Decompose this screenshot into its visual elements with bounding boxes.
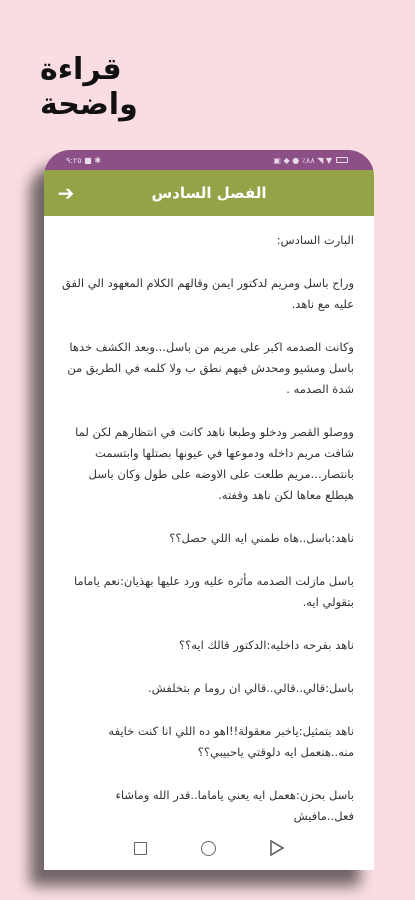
chapter-content[interactable] bbox=[44, 216, 374, 828]
paragraph: باسل:قالي..قالي..قالي ان روما م بتخلفش. bbox=[147, 681, 354, 695]
battery-icon bbox=[336, 157, 348, 163]
paragraph: البارت السادس: bbox=[276, 233, 354, 247]
status-bar bbox=[44, 150, 374, 170]
app-bar bbox=[44, 170, 374, 216]
system-nav-bar bbox=[44, 826, 374, 870]
paragraph: وكانت الصدمه اكبر على مريم من باسل...وبعد الكشف خدها باسل ومشيو ومحدش فيهم نطق ب ولا كلمه في الطريق من شدة الصدمه . bbox=[67, 340, 354, 396]
status-icons: ▣ ◆ ● ٪٨٨ ◥ ▼ bbox=[273, 155, 332, 165]
paragraph: ناهد بتمثيل:ياخبر معقولة!!اهو ده اللي انا كنت خايفه منه..هنعمل ايه دلوقتي ياحبيبي؟؟ bbox=[108, 724, 354, 759]
paragraph: وراح باسل ومريم لدكتور ايمن وقالهم الكلام المعهود الي الفق عليه مع ناهد. bbox=[61, 276, 354, 311]
paragraph: ناهد:باسل..هاه طمني ايه اللي حصل؟؟ bbox=[169, 531, 354, 545]
paragraph: باسل بحزن:هعمل ايه يعني ياماما..قدر الله وماشاء فعل..مافيش bbox=[115, 788, 354, 823]
circle-icon[interactable] bbox=[201, 841, 216, 856]
chapter-title: الفصل السادس bbox=[151, 184, 267, 202]
paragraph: ناهد بفرحه داخليه:الدكتور قالك ايه؟؟ bbox=[179, 638, 354, 652]
phone-frame bbox=[44, 150, 374, 870]
status-left: ٩:٢٥ ■ ✱ bbox=[66, 155, 101, 165]
square-icon[interactable] bbox=[134, 842, 147, 855]
status-right bbox=[273, 156, 348, 165]
promo-title: قراءة واضحة bbox=[40, 52, 138, 122]
triangle-back-icon[interactable] bbox=[270, 840, 284, 856]
paragraph: ووصلو القصر ودخلو وطبعا ناهد كانت في انتظارهم لكن لما شافت مريم داخله ودموعها في عيونها بصتلها وابتسمت بانتصار...مريم طلعت على الاوضه على طول وكان باسل هيطلع معاها لكن ناهد وقفته. bbox=[75, 425, 354, 502]
arrow-right-icon[interactable]: ➔ bbox=[57, 181, 75, 205]
paragraph: باسل مازلت الصدمه مأثره عليه ورد عليها بهذيان:نعم ياماما بتقولي ايه. bbox=[73, 574, 354, 609]
